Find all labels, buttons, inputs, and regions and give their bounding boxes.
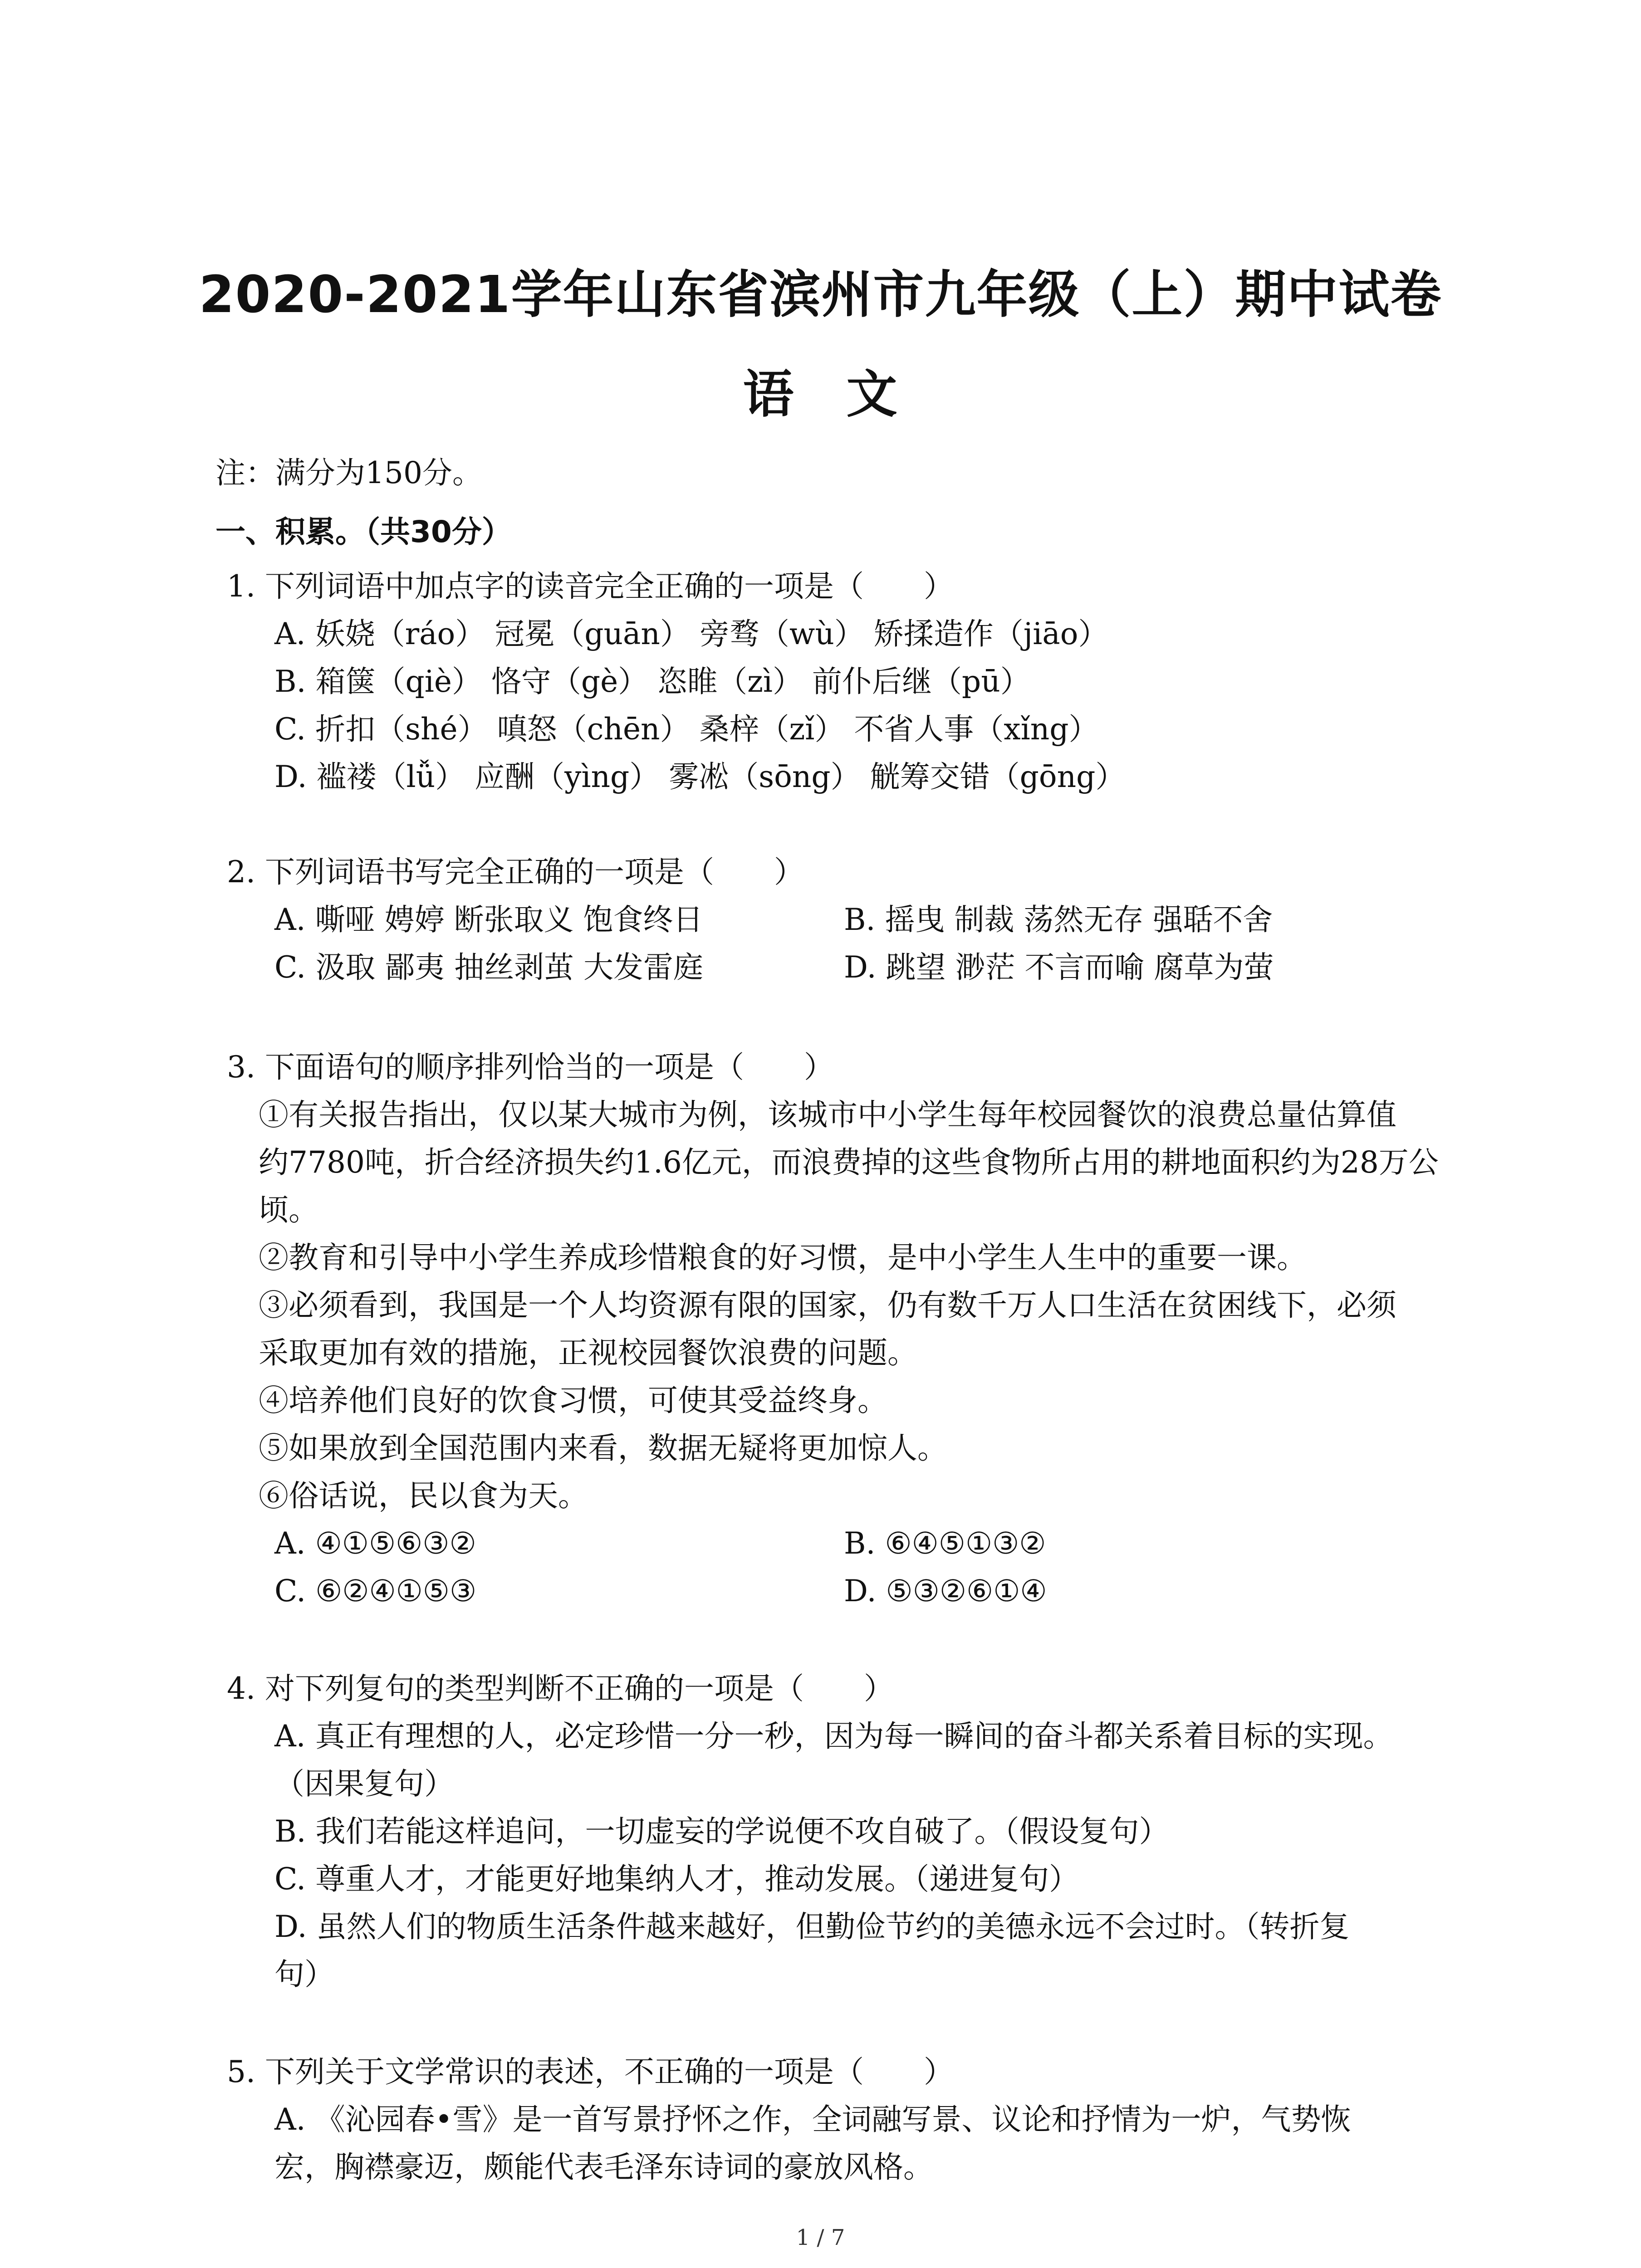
question-3-sentence-6: ⑥俗话说，民以食为天。 bbox=[259, 1478, 588, 1513]
question-3-option-a: A. ④①⑤⑥③② bbox=[274, 1526, 476, 1561]
score-note: 注：满分为150分。 bbox=[216, 455, 482, 490]
question-4-option-d: 句） bbox=[274, 1957, 334, 1992]
section-heading: 一、积累。（共30分） bbox=[216, 514, 512, 549]
question-1-option-d: D. 褴褛（lǚ） 应酬（yìng） 雾凇（sōng） 觥筹交错（gōng） bbox=[274, 759, 1126, 794]
page-number: 1 / 7 bbox=[796, 2225, 845, 2250]
question-3-sentence-4: ④培养他们良好的饮食习惯，可使其受益终身。 bbox=[259, 1383, 887, 1418]
question-4-option-b: B. 我们若能这样追问，一切虚妄的学说便不攻自破了。（假设复句） bbox=[274, 1814, 1169, 1849]
question-2-option-b: B. 摇曳 制裁 荡然无存 强聒不舍 bbox=[844, 902, 1273, 937]
question-2-option-d: D. 跳望 渺茫 不言而喻 腐草为萤 bbox=[844, 950, 1274, 985]
question-4-stem: 4. 对下列复句的类型判断不正确的一项是（ ） bbox=[227, 1671, 894, 1706]
question-3-option-d: D. ⑤③②⑥①④ bbox=[844, 1574, 1047, 1608]
question-4-option-c: C. 尊重人才，才能更好地集纳人才，推动发展。（递进复句） bbox=[274, 1862, 1079, 1897]
question-3-sentence-3: 采取更加有效的措施，正视校园餐饮浪费的问题。 bbox=[259, 1335, 917, 1370]
question-2-option-c: C. 汲取 鄙夷 抽丝剥茧 大发雷庭 bbox=[274, 950, 704, 985]
question-3-sentence-1: 顷。 bbox=[259, 1193, 318, 1227]
question-3-sentence-5: ⑤如果放到全国范围内来看，数据无疑将更加惊人。 bbox=[259, 1431, 947, 1466]
question-3-stem: 3. 下面语句的顺序排列恰当的一项是（ ） bbox=[227, 1050, 834, 1085]
question-1-option-a: A. 妖娆（ráo） 冠冕（guān） 旁骛（wù） 矫揉造作（jiāo） bbox=[274, 616, 1108, 651]
question-3-option-c: C. ⑥②④①⑤③ bbox=[274, 1574, 477, 1608]
question-3-sentence-1: 约7780吨，折合经济损失约1.6亿元，而浪费掉的这些食物所占用的耕地面积约为28万公 bbox=[259, 1145, 1439, 1180]
question-3-sentence-3: ③必须看到，我国是一个人均资源有限的国家，仍有数千万人口生活在贫困线下，必须 bbox=[259, 1288, 1396, 1323]
question-4-option-a: （因果复句） bbox=[274, 1766, 454, 1801]
exam-title: 2020-2021学年山东省滨州市九年级（上）期中试卷 bbox=[199, 265, 1442, 324]
question-1-option-b: B. 箱箧（qiè） 恪守（gè） 恣睢（zì） 前仆后继（pū） bbox=[274, 664, 1030, 699]
question-3-sentence-1: ①有关报告指出，仅以某大城市为例，该城市中小学生每年校园餐饮的浪费总量估算值 bbox=[259, 1097, 1396, 1132]
question-2-option-a: A. 嘶哑 娉婷 断张取义 饱食终日 bbox=[274, 902, 703, 937]
question-3-option-b: B. ⑥④⑤①③② bbox=[844, 1526, 1046, 1561]
question-5-option-a: 宏，胸襟豪迈，颇能代表毛泽东诗词的豪放风格。 bbox=[274, 2150, 933, 2185]
question-5-option-a: A. 《沁园春•雪》是一首写景抒怀之作，全词融写景、议论和抒情为一炉，气势恢 bbox=[274, 2102, 1351, 2137]
question-4-option-d: D. 虽然人们的物质生活条件越来越好，但勤俭节约的美德永远不会过时。（转折复 bbox=[274, 1909, 1350, 1944]
question-3-sentence-2: ②教育和引导中小学生养成珍惜粮食的好习惯，是中小学生人生中的重要一课。 bbox=[259, 1240, 1307, 1275]
question-1-stem: 1. 下列词语中加点字的读音完全正确的一项是（ ） bbox=[227, 569, 954, 604]
question-5-stem: 5. 下列关于文学常识的表述，不正确的一项是（ ） bbox=[227, 2054, 954, 2089]
question-4-option-a: A. 真正有理想的人，必定珍惜一分一秒，因为每一瞬间的奋斗都关系着目标的实现。 bbox=[274, 1719, 1393, 1754]
subject-title: 语 文 bbox=[743, 365, 898, 424]
question-1-option-c: C. 折扣（shé） 嗔怒（chēn） 桑梓（zǐ） 不省人事（xǐng） bbox=[274, 712, 1099, 747]
question-2-stem: 2. 下列词语书写完全正确的一项是（ ） bbox=[227, 855, 804, 890]
